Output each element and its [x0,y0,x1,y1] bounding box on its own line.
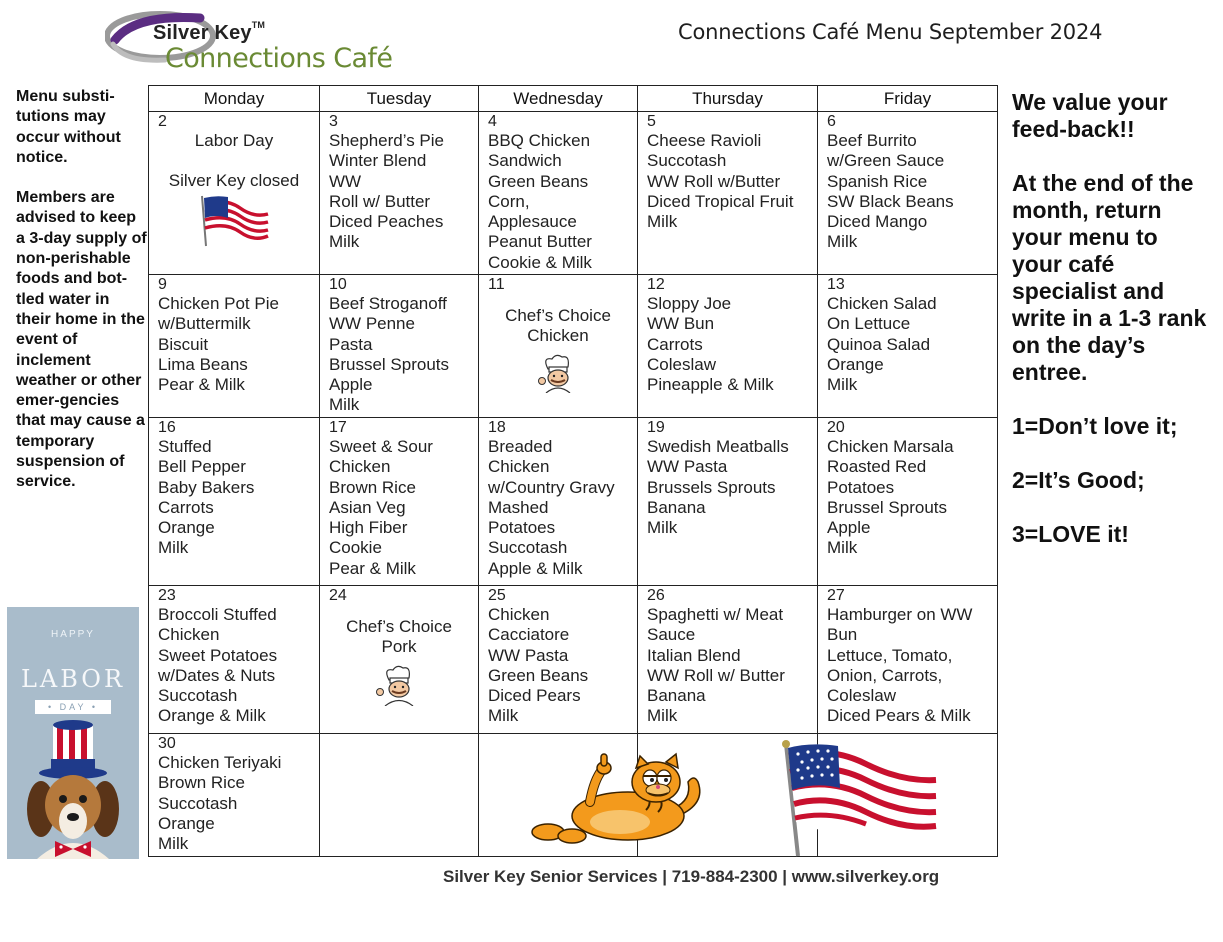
menu-item: Brussel Sprouts [329,354,449,374]
day-number: 16 [158,419,176,436]
menu-item: Chef’s Choice [505,306,611,325]
day-number: 6 [827,113,836,130]
week-row [149,418,998,586]
day-number: 24 [329,587,347,604]
menu-item: Pineapple & Milk [647,375,774,395]
weekday-tuesday: Tuesday [320,86,479,112]
menu-item: Onion, Carrots, [827,665,943,685]
menu-item: Carrots [158,497,214,517]
menu-item: Chicken Marsala [827,437,954,456]
day-number: 9 [158,276,167,293]
menu-item: Diced Peaches [329,212,444,232]
menu-item: Brown Rice [158,773,245,793]
day-number: 27 [827,587,845,604]
menu-item: High Fiber [329,518,408,538]
menu-item: Winter Blend [329,151,427,171]
week-row [149,586,998,734]
weekday-thursday: Thursday [638,86,818,112]
menu-item: Bell Pepper [158,457,246,477]
menu-item: Carrots [647,334,703,354]
menu-item: Pork [381,637,417,657]
day-number: 3 [329,113,338,130]
menu-item: Sandwich [488,151,562,171]
day-cell-23 [149,586,320,734]
logo-brand-text: Silver Key™ [153,20,266,44]
weekday-friday: Friday [818,86,998,112]
menu-item: Milk [329,232,360,252]
menu-item: Succotash [647,151,727,171]
menu-item: Succotash [488,538,568,558]
us-flag-icon [780,740,940,858]
menu-item: Chicken Teriyaki [158,753,282,772]
day-cell-26 [638,586,818,734]
rank-1: 1=Don’t love it; [1012,413,1178,439]
menu-item: Apple [827,518,871,538]
menu-item: Milk [647,212,678,232]
menu-item: Pear & Milk [158,375,245,395]
menu-item: Bun [827,625,858,645]
menu-item: WW Roll w/ Butter [647,665,785,685]
menu-item: Applesauce [488,212,577,232]
rank-2: 2=It’s Good; [1012,467,1145,493]
day-cell-27 [818,586,998,734]
menu-item: Orange [158,813,215,833]
menu-item: Chicken Salad [827,294,937,313]
week-row [149,112,998,275]
menu-item: Cheese Ravioli [647,131,762,150]
day-cell-11 [479,275,638,418]
menu-item: Orange & Milk [158,706,266,726]
labor-day-text: • DAY • [35,700,111,714]
menu-item: Milk [827,538,858,558]
day-cell-6 [818,112,998,275]
menu-item: Sloppy Joe [647,294,732,313]
day-cell-18 [479,418,638,586]
menu-item: BBQ Chicken [488,131,591,150]
menu-item: Milk [827,232,858,252]
menu-item: Green Beans [488,171,589,191]
menu-item: Cacciatore [488,625,570,645]
menu-item: Chicken [158,625,220,645]
week-row [149,275,998,418]
day-number: 2 [158,113,167,130]
day-number: 20 [827,419,845,436]
menu-item: Banana [647,686,706,706]
day-number: 30 [158,735,176,752]
menu-item: Spaghetti w/ Meat [647,605,784,624]
day-cell-20 [818,418,998,586]
menu-item: Chicken [488,457,550,477]
menu-item: Milk [329,395,360,415]
menu-item: w/Green Sauce [827,151,945,171]
day-number: 13 [827,276,845,293]
menu-item: Baby Bakers [158,477,255,497]
menu-item: Milk [647,706,678,726]
day-number: 25 [488,587,506,604]
menu-item: Potatoes [827,477,895,497]
menu-item: Sauce [647,625,696,645]
labor-word-text: LABOR [20,665,126,693]
chef-icon [536,353,580,393]
closed-label: Silver Key closed [168,171,300,191]
menu-item: Roll w/ Butter [329,191,431,211]
menu-item: WW Pasta [647,457,728,477]
us-flag-icon [196,192,272,248]
menu-item: w/Dates & Nuts [158,665,276,685]
menu-item: WW Pasta [488,645,569,665]
day-cell-5 [638,112,818,275]
menu-item: Brussels Sprouts [647,477,776,497]
menu-item: Beef Stroganoff [329,294,447,313]
menu-item: Orange [827,354,884,374]
day-cell-10 [320,275,479,418]
menu-item: Chef’s Choice [346,617,452,636]
menu-item: Coleslaw [647,354,716,374]
menu-item: On Lettuce [827,314,911,334]
menu-item: Pear & Milk [329,558,416,578]
day-cell-25 [479,586,638,734]
menu-item: SW Black Beans [827,191,954,211]
menu-title: Connections Café Menu September 2024 [678,20,1103,44]
menu-item: Broccoli Stuffed [158,605,277,624]
footer-contact: Silver Key Senior Services | 719-884-2300 | www.silverkey.org [443,867,940,886]
menu-item: Sweet Potatoes [158,645,278,665]
menu-item: Coleslaw [827,686,896,706]
feedback-instructions: At the end of the month, return your menu to your café specialist and write in a 1-3 rank on the day’s entree. [1012,170,1207,385]
menu-item: Diced Pears [488,686,581,706]
menu-item: w/Country Gravy [488,477,615,497]
menu-item: Swedish Meatballs [647,437,789,456]
menu-item: Mashed [488,497,549,517]
menu-item: Chicken [527,326,589,346]
day-cell-12 [638,275,818,418]
menu-item: Asian Veg [329,497,406,517]
menu-item: Milk [158,834,189,854]
labor-happy-text: HAPPY [51,629,95,640]
weekday-monday: Monday [149,86,320,112]
menu-item: Sweet & Sour [329,437,433,456]
menu-item: Apple [329,375,373,395]
labor-day-card [7,607,139,859]
day-cell-17 [320,418,479,586]
menu-item: Green Beans [488,665,589,685]
day-cell-16 [149,418,320,586]
menu-item: Banana [647,497,706,517]
menu-item: Pasta [329,334,373,354]
chef-icon [371,664,427,706]
feedback-notes [1012,89,1212,575]
substitution-note: Menu substi-tutions may occur without notice. [16,88,121,166]
menu-item: Milk [158,538,189,558]
weekday-header-row [149,86,998,112]
menu-item: Peanut Butter [488,232,592,252]
empty-cell [320,734,479,857]
menu-item: Stuffed [158,437,212,456]
left-notes [16,87,148,513]
menu-item: Roasted Red [827,457,927,477]
day-cell-19 [638,418,818,586]
logo-cafe-name: Connections Café [165,43,393,74]
day-cell-2 [149,112,320,275]
menu-item: Chicken Pot Pie [158,294,279,313]
menu-item: Italian Blend [647,645,741,665]
day-number: 4 [488,113,497,130]
menu-item: Spanish Rice [827,171,928,191]
feedback-heading: We value your feed-back!! [1012,89,1168,142]
menu-item: Succotash [158,686,238,706]
menu-item: Hamburger on WW [827,605,973,624]
day-number: 19 [647,419,665,436]
day-number: 17 [329,419,347,436]
day-cell-13 [818,275,998,418]
menu-item: Quinoa Salad [827,334,931,354]
menu-item: Cookie & Milk [488,252,592,272]
day-cell-30 [149,734,320,857]
menu-item: Breaded [488,437,553,456]
menu-item: Milk [488,706,519,726]
menu-item: WW [329,171,362,191]
day-cell-24 [320,586,479,734]
menu-item: Lettuce, Tomato, [827,645,953,665]
day-number: 23 [158,587,176,604]
day-number: 11 [488,276,505,293]
garfield-icon [528,752,708,848]
beagle-uncle-sam-icon [7,717,139,859]
day-number: 18 [488,419,506,436]
holiday-label: Labor Day [194,131,274,150]
menu-item: Cookie [329,538,382,558]
menu-item: Diced Mango [827,212,928,232]
day-number: 12 [647,276,665,293]
menu-item: Shepherd’s Pie [329,131,444,150]
day-number: 5 [647,113,656,130]
menu-item: Apple & Milk [488,558,583,578]
menu-item: Diced Pears & Milk [827,706,971,726]
silver-key-logo [105,8,425,74]
menu-item: Brussel Sprouts [827,497,947,517]
day-cell-3 [320,112,479,275]
menu-item: Beef Burrito [827,131,917,150]
weekday-wednesday: Wednesday [479,86,638,112]
day-cell-4 [479,112,638,275]
menu-item: Milk [647,518,678,538]
menu-item: Lima Beans [158,354,248,374]
menu-item: Chicken [329,457,391,477]
menu-item: Brown Rice [329,477,416,497]
menu-item: Succotash [158,793,238,813]
menu-item: Corn, [488,191,530,211]
day-number: 10 [329,276,347,293]
menu-item: WW Penne [329,314,415,334]
menu-item: WW Bun [647,314,715,334]
menu-item: Diced Tropical Fruit [647,191,794,211]
menu-item: Orange [158,518,215,538]
menu-item: Biscuit [158,334,209,354]
day-number: 26 [647,587,665,604]
rank-3: 3=LOVE it! [1012,521,1129,547]
menu-item: Milk [827,375,858,395]
menu-item: Potatoes [488,518,556,538]
day-cell-9 [149,275,320,418]
menu-item: WW Roll w/Butter [647,171,781,191]
menu-item: Chicken [488,605,550,624]
menu-item: w/Buttermilk [158,314,251,334]
supply-note: Members are advised to keep a 3-day supply of non-perishable foods and bot-tled water in their home in the event of inclement weather or other emer-gencies that may cause a temporary suspension of service. [16,189,147,491]
